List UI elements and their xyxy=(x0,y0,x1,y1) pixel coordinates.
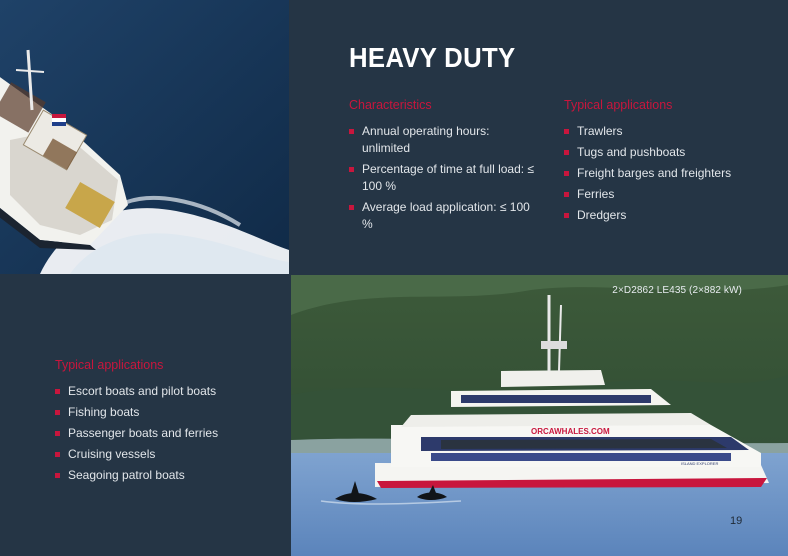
list-item: Trawlers xyxy=(564,123,774,140)
list-item: Seagoing patrol boats xyxy=(55,467,275,484)
list-item: Average load application: ≤ 100 % xyxy=(349,199,539,233)
pilot-boat-photo xyxy=(0,0,289,274)
applications-heading: Typical applications xyxy=(55,358,164,372)
characteristics-heading: Characteristics xyxy=(349,98,432,112)
list-item: Percentage of time at full load: ≤ 100 % xyxy=(349,161,539,195)
list-item: Fishing boats xyxy=(55,404,275,421)
list-item: Annual operating hours: unlimited xyxy=(349,123,539,157)
boat-name-lettering: ISLAND EXPLORER xyxy=(681,461,719,466)
list-item: Freight barges and freighters xyxy=(564,165,774,182)
list-item: Ferries xyxy=(564,186,774,203)
list-item: Escort boats and pilot boats xyxy=(55,383,275,400)
applications-list xyxy=(564,123,774,224)
applications-section-top xyxy=(564,98,774,228)
characteristics-list xyxy=(349,123,539,233)
applications-heading: Typical applications xyxy=(564,98,673,112)
list-item: Cruising vessels xyxy=(55,446,275,463)
list-item: Dredgers xyxy=(564,207,774,224)
list-item: Tugs and pushboats xyxy=(564,144,774,161)
engine-caption: 2×D2862 LE435 (2×882 kW) xyxy=(612,285,742,296)
characteristics-section xyxy=(349,98,539,237)
list-item: Passenger boats and ferries xyxy=(55,425,275,442)
applications-list xyxy=(55,383,275,484)
catamaran-photo xyxy=(291,275,788,556)
applications-section-bottom xyxy=(55,358,275,488)
hull-lettering: ORCAWHALES.COM xyxy=(531,427,610,436)
page-number: 19 xyxy=(730,515,743,527)
page-title: HEAVY DUTY xyxy=(349,42,516,73)
